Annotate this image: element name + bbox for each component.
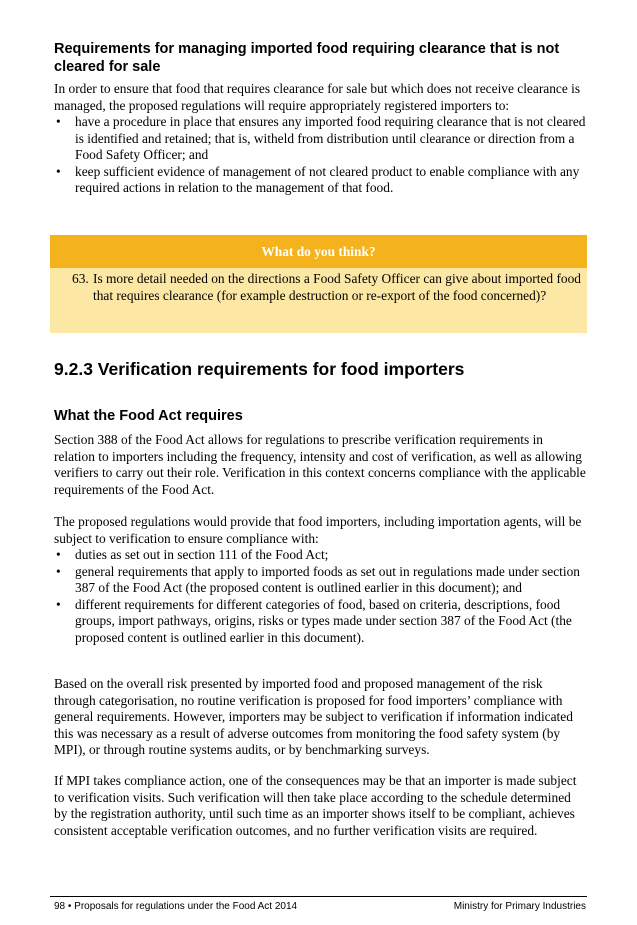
list-item	[54, 597, 587, 647]
bullet-icon: •	[56, 563, 61, 579]
section-verification-list	[54, 514, 587, 646]
list-item-text: duties as set out in section 111 of the Food Act;	[75, 547, 329, 562]
list-item-text: different requirements for different categories of food, based on criteria, descriptions, food groups, import pathways, origins, risks or types made under section 387 of the Food Act (the proposed content is outlined earlier in this document).	[75, 596, 572, 645]
paragraph-intro: In order to ensure that food that requires clearance for sale but which does not receive clearance is managed, the proposed regulations will require appropriately registered importers to:	[54, 81, 581, 113]
bullet-list-verification	[54, 547, 587, 646]
question-text: Is more detail needed on the directions a Food Safety Officer can give about imported food that requires clearance (for example destruction or re-export of the food concerned)?	[93, 271, 581, 303]
section-heading-verification: 9.2.3 Verification requirements for food importers	[54, 359, 465, 379]
paragraph-overall-risk: Based on the overall risk presented by imported food and proposed management of the risk through categorisation, no routine verification is proposed for food importers’ compliance with general requirements. However, importers may be subject to verification if information indicated this was necessary as a result of adverse outcomes from monitoring the food safety system (by MPI), or through routine systems audits, or by benchmarking surveys.	[54, 676, 573, 757]
list-item	[54, 564, 587, 597]
list-item-text: keep sufficient evidence of management of not cleared product to enable compliance with any required actions in relation to the management of that food.	[75, 163, 580, 195]
bullet-icon: •	[56, 596, 61, 612]
list-item	[54, 547, 587, 564]
list-item	[54, 164, 587, 197]
list-item	[54, 114, 587, 164]
section-clearance-body	[54, 81, 587, 197]
what-do-you-think-callout	[50, 235, 587, 333]
section-heading-clearance: Requirements for managing imported food requiring clearance that is not cleared for sale	[54, 41, 560, 75]
bullet-icon: •	[56, 163, 61, 179]
bullet-icon: •	[56, 547, 61, 562]
footer-divider	[50, 896, 587, 897]
footer-page-info: 98 • Proposals for regulations under the Food Act 2014	[54, 901, 298, 912]
callout-title: What do you think?	[50, 235, 587, 268]
bullet-list-clearance	[54, 114, 587, 197]
list-item-text: have a procedure in place that ensures any imported food requiring clearance that is not cleared is identified and retained; that is, witheld from distribution until clearance or direction from a Food Safety Officer; and	[75, 114, 586, 162]
bullet-icon: •	[56, 114, 61, 129]
callout-question	[50, 268, 587, 333]
paragraph-compliance-action: If MPI takes compliance action, one of the consequences may be that an importer is made subject to verification visits. Such verification will then take place according to the schedule determined by the registration authority, until such time as an importer shows itself to be compliant, achieves consistent acceptable verification outcomes, and no further verification visits are required.	[54, 773, 577, 838]
footer-organisation: Ministry for Primary Industries	[453, 901, 586, 912]
list-item-text: general requirements that apply to imported foods as set out in regulations made under section 387 of the Food Act (the proposed content is outlined earlier in this document); and	[75, 563, 580, 595]
subheading-food-act: What the Food Act requires	[54, 408, 243, 424]
paragraph-proposed-regulations: The proposed regulations would provide that food importers, including importation agents, will be subject to verification to ensure compliance with:	[54, 514, 582, 546]
question-number: 63.	[72, 271, 89, 286]
paragraph-section-388: Section 388 of the Food Act allows for regulations to prescribe verification requirements in relation to importers including the frequency, intensity and cost of verification, as well as allowing verifiers to carry out their role. Verification in this context concerns compliance with the applicable requirements of the Food Act.	[54, 432, 586, 497]
